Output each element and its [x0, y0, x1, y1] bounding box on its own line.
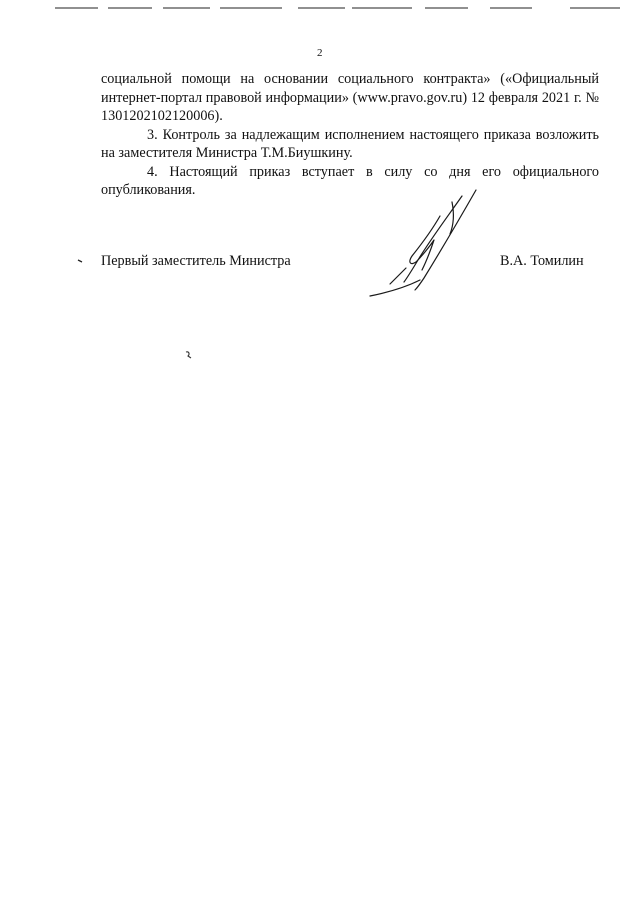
paragraph-3: 3. Контроль за надлежащим исполнением настоящего приказа возложить на заместителя Министра Т.М.Биушкину.	[101, 126, 599, 161]
paragraph-4: 4. Настоящий приказ вступает в силу со дня его официального опубликования.	[101, 163, 599, 198]
signatory-position: Первый заместитель Министра	[101, 253, 291, 269]
paragraph-continuation: социальной помощи на основании социального контракта» («Официальный интернет-портал правовой информации» (www.pravo.gov.ru) 12 февраля 2021 г. № 1301202102120006).	[101, 71, 599, 124]
document-body	[101, 70, 599, 200]
scan-speck	[77, 258, 85, 264]
signatory-name: В.А. Томилин	[500, 253, 584, 269]
handwritten-signature	[360, 182, 490, 302]
scan-edge-marks	[0, 0, 640, 14]
page-number: 2	[317, 47, 323, 59]
scan-speck	[184, 350, 194, 360]
